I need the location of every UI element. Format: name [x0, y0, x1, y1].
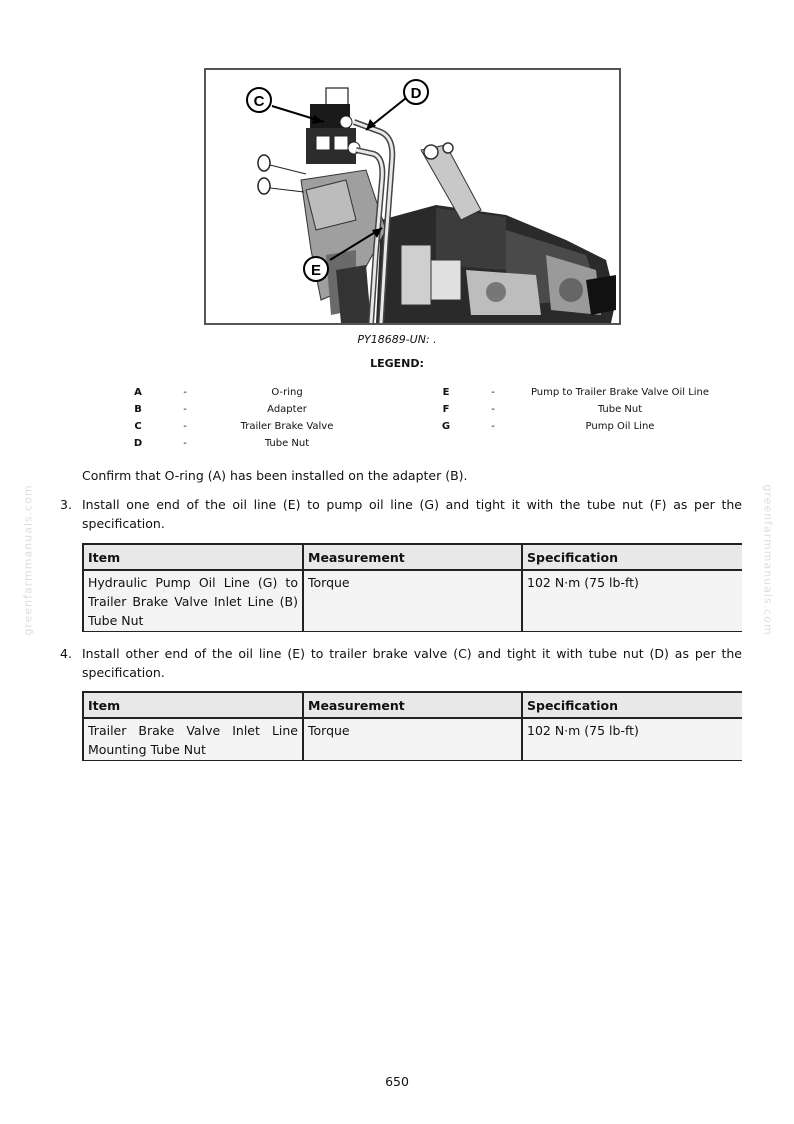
legend-separator: -	[183, 438, 187, 449]
step-text: Install one end of the oil line (E) to pump oil line (G) and tight it with the tube nut (F) as per the specification.	[82, 497, 742, 531]
table-cell-measurement: Torque	[303, 570, 522, 632]
legend-item	[428, 401, 718, 418]
legend-value: Trailer Brake Valve	[240, 421, 334, 432]
o-ring-drawing	[258, 155, 306, 194]
figure-caption: PY18689-UN: .	[357, 333, 437, 346]
table-header-item: Item	[83, 692, 303, 718]
legend-separator: -	[183, 387, 187, 398]
table-header-item: Item	[83, 544, 303, 570]
step-number: 3.	[60, 497, 72, 512]
spec-table-1	[82, 543, 742, 632]
callout-e	[304, 257, 328, 281]
legend-key: F	[442, 404, 450, 415]
callout-e-label: E	[310, 262, 322, 279]
step-3	[60, 495, 742, 533]
callout-d-label: D	[410, 85, 422, 102]
callout-c-label: C	[253, 93, 265, 110]
legend-title: LEGEND:	[370, 357, 424, 370]
legend-key: D	[133, 438, 143, 449]
page-number: 650	[385, 1074, 409, 1089]
table-header-measurement: Measurement	[303, 544, 522, 570]
legend-item	[120, 418, 360, 435]
legend-left-column	[120, 384, 360, 452]
legend-key: A	[134, 387, 142, 398]
table-cell-item: Trailer Brake Valve Inlet Line Mounting Tube Nut	[83, 718, 303, 761]
legend-item	[120, 384, 360, 401]
legend-item	[428, 384, 718, 401]
confirm-paragraph: Confirm that O-ring (A) has been installed on the adapter (B).	[82, 468, 468, 483]
watermark-left: greenfarmmanuals.com	[21, 484, 35, 636]
spec-table-2	[82, 691, 742, 761]
table-cell-specification: 102 N·m (75 lb-ft)	[522, 570, 742, 632]
legend-item	[120, 435, 360, 452]
legend-key: G	[441, 421, 451, 432]
legend-right-column	[428, 384, 718, 435]
legend-item	[428, 418, 718, 435]
table-header-row	[83, 544, 742, 570]
legend-separator: -	[491, 387, 495, 398]
callout-c	[247, 88, 271, 112]
table-cell-specification: 102 N·m (75 lb-ft)	[522, 718, 742, 761]
legend-key: B	[134, 404, 142, 415]
legend-value: Pump to Trailer Brake Valve Oil Line	[530, 387, 710, 398]
legend-value: Tube Nut	[597, 404, 643, 415]
table-row	[83, 718, 742, 761]
step-text: Install other end of the oil line (E) to trailer brake valve (C) and tight it with tube nut (D) as per the specification.	[82, 646, 742, 680]
table-header-specification: Specification	[522, 692, 742, 718]
legend-key: E	[442, 387, 450, 398]
legend-separator: -	[491, 421, 495, 432]
watermark-right: greenfarmmanuals.com	[761, 484, 775, 636]
legend-separator: -	[183, 421, 187, 432]
legend-separator: -	[491, 404, 495, 415]
legend-value: Adapter	[267, 404, 307, 415]
legend-value: O-ring	[271, 387, 303, 398]
trailer-brake-valve-drawing	[306, 88, 360, 164]
table-cell-item: Hydraulic Pump Oil Line (G) to Trailer Brake Valve Inlet Line (B) Tube Nut	[83, 570, 303, 632]
tractor-housing-drawing	[376, 143, 616, 323]
table-cell-measurement: Torque	[303, 718, 522, 761]
legend-key: C	[134, 421, 142, 432]
figure-hydraulic-assembly	[204, 68, 621, 325]
legend-value: Pump Oil Line	[585, 421, 655, 432]
table-row	[83, 570, 742, 632]
assembly-illustration	[206, 70, 619, 323]
table-header-measurement: Measurement	[303, 692, 522, 718]
step-4	[60, 644, 742, 682]
table-header-specification: Specification	[522, 544, 742, 570]
callout-d	[404, 80, 428, 104]
legend-item	[120, 401, 360, 418]
legend-value: Tube Nut	[264, 438, 310, 449]
step-number: 4.	[60, 646, 72, 661]
legend-separator: -	[183, 404, 187, 415]
table-header-row	[83, 692, 742, 718]
